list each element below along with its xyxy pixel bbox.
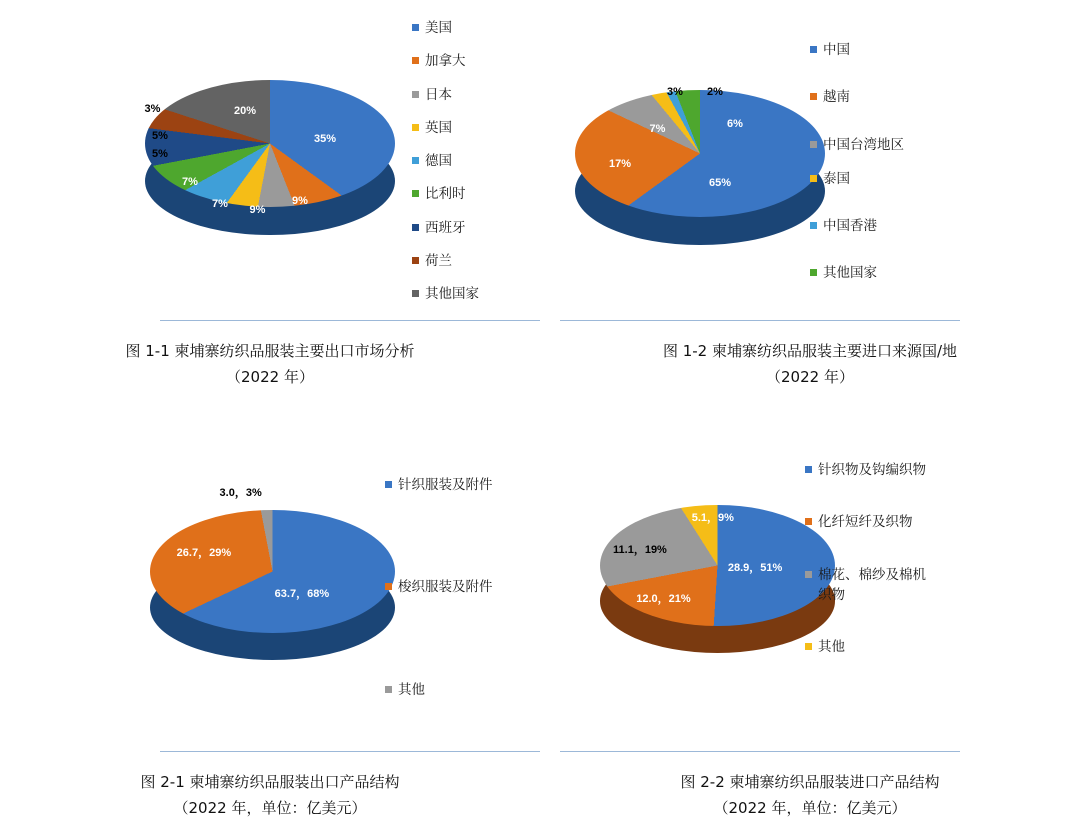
- legend-label: 其他国家: [823, 265, 877, 282]
- legend-label: 棉花、棉纱及棉机织物: [818, 566, 926, 603]
- legend-label: 中国香港: [823, 218, 877, 234]
- legend-item: [412, 18, 479, 38]
- legend-swatch-icon: [412, 24, 419, 31]
- pie-value-labels: [145, 80, 395, 235]
- legend-label: 其他: [818, 639, 845, 655]
- pie-label: 6%: [727, 118, 743, 131]
- legend-label: 针织服装及附件: [398, 477, 493, 493]
- legend-item: [412, 251, 479, 271]
- legend-item: [805, 512, 938, 532]
- caption-line-1: 图 2-1 柬埔寨纺织品服装出口产品结构: [140, 773, 400, 791]
- caption-1-1: [0, 338, 540, 391]
- legend-label: 泰国: [823, 170, 850, 187]
- caption-line-1: 图 1-1 柬埔寨纺织品服装主要出口市场分析: [125, 342, 415, 360]
- legend-swatch-icon: [805, 643, 812, 650]
- legend-item: [412, 118, 479, 138]
- legend-swatch-icon: [412, 157, 419, 164]
- pie-label: 9%: [292, 194, 308, 207]
- pie-label: 17%: [608, 158, 632, 171]
- legend-item: [412, 151, 479, 171]
- caption-rule: [560, 320, 960, 321]
- legend-label: 荷兰: [425, 252, 452, 269]
- legend-swatch-icon: [810, 46, 817, 53]
- pie-label: 2%: [707, 85, 723, 98]
- legend-item: [810, 169, 904, 189]
- pie-label: 3.0，3%: [219, 487, 262, 499]
- legend-item: [412, 284, 479, 304]
- pie-value-labels: [150, 487, 395, 660]
- pie-label: 20%: [233, 105, 257, 117]
- pie-label: 7%: [649, 122, 666, 135]
- pie-label: 5.1，9%: [691, 511, 734, 524]
- legend-item: [810, 40, 904, 60]
- legend-item: [805, 637, 938, 657]
- legend-label: 日本: [425, 86, 452, 103]
- legend-item: [385, 475, 493, 495]
- pie-label: 5%: [152, 148, 168, 161]
- pie-label: 3%: [667, 85, 683, 98]
- caption-line-2: （2022 年）: [766, 368, 854, 387]
- legend-swatch-icon: [810, 269, 817, 276]
- legend-swatch-icon: [810, 222, 817, 229]
- caption-rule: [160, 320, 540, 321]
- legend-label: 其他: [398, 681, 425, 698]
- legend-item: [810, 216, 904, 236]
- legend-label: 加拿大: [425, 53, 466, 70]
- pie-label: 9%: [249, 204, 266, 217]
- legend-label: 针织物及钩编织物: [818, 462, 926, 478]
- caption-rule: [160, 751, 540, 752]
- legend-item: [412, 184, 479, 204]
- legend-swatch-icon: [412, 190, 419, 197]
- legend-item: [385, 680, 493, 700]
- legend-2-1: [385, 475, 493, 713]
- pie-chart-import-products: [600, 505, 835, 653]
- legend-label: 越南: [823, 89, 850, 106]
- legend-swatch-icon: [810, 93, 817, 100]
- legend-swatch-icon: [805, 571, 812, 578]
- pie-label: 7%: [212, 198, 228, 210]
- pie-chart-import-sources: [575, 85, 825, 245]
- pie-value-labels: [600, 505, 835, 653]
- legend-1-2: [810, 40, 904, 297]
- legend-item: [412, 51, 479, 71]
- caption-rule: [560, 751, 960, 752]
- caption-line-1: 图 2-2 柬埔寨纺织品服装进口产品结构: [680, 773, 940, 791]
- caption-line-2: （2022 年）: [226, 368, 314, 387]
- legend-label: 中国: [823, 42, 850, 58]
- chart-1-1: [0, 0, 540, 318]
- pie-label: 35%: [313, 132, 337, 145]
- chart-2-1: [0, 420, 540, 750]
- pie-label: 28.9，51%: [727, 562, 783, 575]
- legend-label: 梭织服装及附件: [398, 579, 493, 596]
- legend-swatch-icon: [385, 583, 392, 590]
- pie-label: 26.7，29%: [176, 547, 232, 559]
- legend-label: 美国: [425, 20, 452, 36]
- caption-1-2: [540, 338, 1080, 391]
- pie-chart-export-markets: [145, 80, 395, 235]
- figure-1-1: [0, 0, 540, 420]
- legend-label: 其他国家: [425, 286, 479, 302]
- legend-swatch-icon: [412, 91, 419, 98]
- legend-swatch-icon: [412, 57, 419, 64]
- figure-2-1: [0, 420, 540, 837]
- pie-label: 5%: [152, 129, 168, 142]
- legend-swatch-icon: [412, 257, 419, 264]
- pie-label: 65%: [708, 177, 732, 189]
- pie-value-labels: [575, 85, 825, 245]
- legend-2-2: [805, 460, 938, 670]
- caption-2-1: [0, 769, 540, 822]
- caption-2-2: [540, 769, 1080, 822]
- legend-label: 德国: [425, 153, 452, 169]
- caption-line-2: （2022 年，单位：亿美元）: [713, 799, 907, 818]
- chart-2-2: [540, 420, 1080, 750]
- pie-label: 63.7，68%: [274, 587, 330, 600]
- legend-swatch-icon: [805, 466, 812, 473]
- pie-chart-export-products: [150, 487, 395, 660]
- legend-label: 英国: [425, 119, 452, 136]
- pie-label: 7%: [182, 176, 198, 189]
- legend-swatch-icon: [810, 175, 817, 182]
- legend-swatch-icon: [805, 518, 812, 525]
- caption-line-1: 图 1-2 柬埔寨纺织品服装主要进口来源国/地: [662, 342, 958, 360]
- pie-label: 12.0，21%: [636, 593, 691, 606]
- legend-item: [385, 577, 493, 597]
- legend-swatch-icon: [810, 141, 817, 148]
- legend-label: 化纤短纤及织物: [818, 514, 913, 531]
- legend-swatch-icon: [385, 686, 392, 693]
- legend-swatch-icon: [412, 290, 419, 297]
- figure-1-2: [540, 0, 1080, 420]
- figure-2-2: [540, 420, 1080, 837]
- legend-swatch-icon: [385, 481, 392, 488]
- legend-item: [412, 218, 479, 238]
- legend-label: 中国台湾地区: [823, 136, 904, 153]
- caption-line-2: （2022 年，单位：亿美元）: [173, 799, 367, 818]
- legend-item: [810, 135, 904, 155]
- chart-1-2: [540, 0, 1080, 318]
- legend-item: [810, 87, 904, 107]
- legend-item: [412, 85, 479, 105]
- pie-label: 3%: [144, 103, 161, 116]
- legend-item: [805, 565, 938, 606]
- legend-1-1: [412, 18, 479, 317]
- legend-label: 比利时: [425, 186, 466, 203]
- legend-label: 西班牙: [425, 219, 466, 236]
- legend-item: [805, 460, 938, 480]
- legend-swatch-icon: [412, 124, 419, 131]
- pie-label: 11.1，19%: [613, 544, 667, 557]
- legend-item: [810, 263, 904, 283]
- legend-swatch-icon: [412, 224, 419, 231]
